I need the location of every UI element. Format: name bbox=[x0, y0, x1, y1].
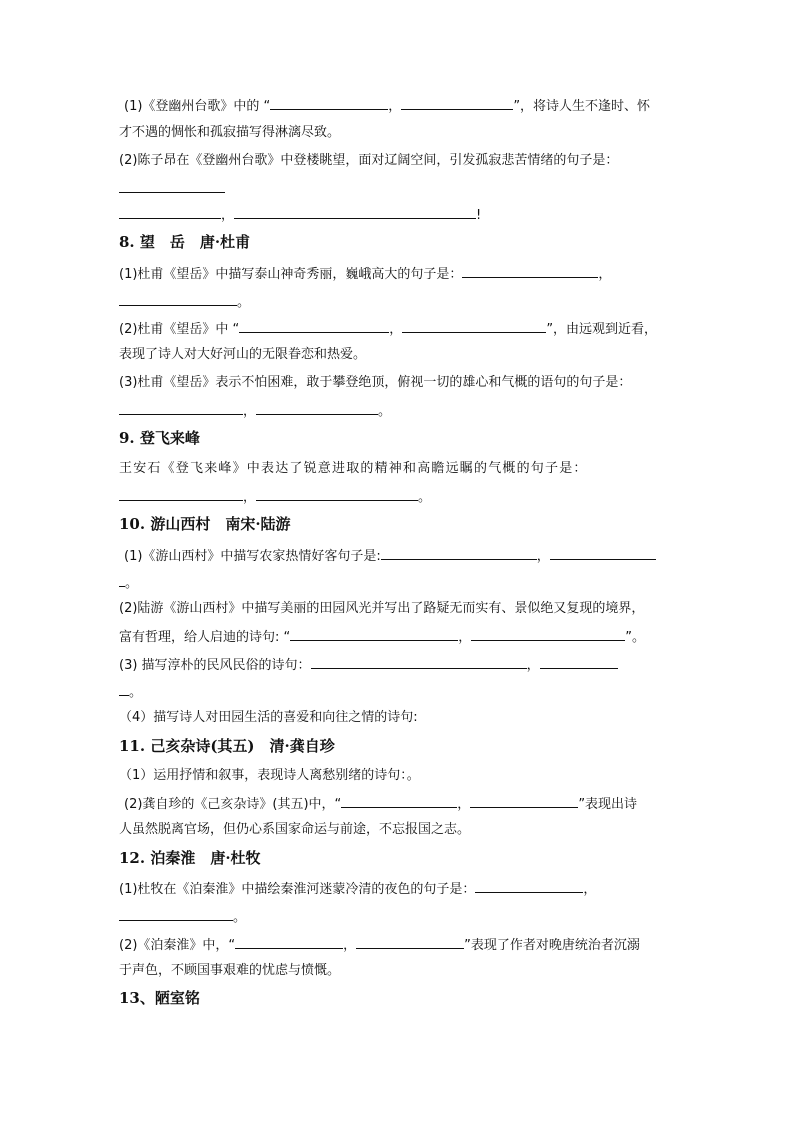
period: 。 bbox=[237, 295, 251, 310]
blank[interactable] bbox=[239, 319, 389, 333]
s12-q2-line2: 于声色，不顾国事艰难的忧虑与愤慨。 bbox=[119, 963, 341, 978]
blank[interactable] bbox=[381, 546, 537, 560]
s10-q2-suffix: ”。 bbox=[625, 630, 646, 645]
blank[interactable] bbox=[119, 179, 225, 193]
blank[interactable] bbox=[550, 546, 656, 560]
s10-q3-prefix: (3) 描写淳朴的民风民俗的诗句： bbox=[119, 658, 311, 673]
s11-q2-line2: 人虽然脱离官场，但仍心系国家命运与前途，不忘报国之志。 bbox=[119, 822, 471, 837]
exclamation: ! bbox=[476, 208, 482, 223]
blank[interactable] bbox=[402, 319, 546, 333]
s12-q2-line1 bbox=[119, 935, 640, 955]
s10-q2-line2 bbox=[119, 627, 645, 647]
blank[interactable] bbox=[341, 794, 457, 808]
blank[interactable] bbox=[119, 292, 237, 306]
blank[interactable] bbox=[475, 879, 583, 893]
blank[interactable] bbox=[270, 96, 388, 110]
comma: ， bbox=[221, 208, 235, 223]
s8-heading: 8. 望 岳 唐·杜甫 bbox=[119, 233, 251, 251]
comma: ， bbox=[388, 99, 402, 114]
s12-heading: 12. 泊秦淮 唐·杜牧 bbox=[119, 849, 261, 867]
s8-q2-line2: 表现了诗人对大好河山的无限眷恋和热爱。 bbox=[119, 347, 367, 362]
s7-q1-prefix: (1)《登幽州台歌》中的 “ bbox=[124, 99, 271, 114]
s10-q2-line1: (2)陆游《游山西村》中描写美丽的田园风光并写出了路疑无而实有、景似绝又复现的境界， bbox=[119, 601, 645, 616]
blank[interactable] bbox=[470, 794, 578, 808]
s9-q1-line1: 王安石《登飞来峰》中表达了锐意进取的精神和高瞻远瞩的气概的句子是： bbox=[119, 461, 588, 476]
s8-q3-line2 bbox=[119, 401, 391, 421]
comma: ， bbox=[598, 267, 612, 282]
s10-q2-prefix: 富有哲理，给人启迪的诗句: “ bbox=[119, 630, 291, 645]
s8-q2-suffix: ”，由远观到近看， bbox=[546, 322, 658, 337]
s12-q1-prefix: (1)杜牧在《泊秦淮》中描绘秦淮河迷蒙冷清的夜色的句子是： bbox=[119, 882, 476, 897]
blank[interactable] bbox=[119, 682, 129, 696]
s11-q2-prefix: (2)龚自珍的《己亥杂诗》(其五)中，“ bbox=[124, 797, 342, 812]
s7-q1-line1 bbox=[124, 96, 650, 116]
s10-q1-line1 bbox=[124, 546, 656, 566]
s7-q2-line3 bbox=[119, 205, 481, 225]
blank[interactable] bbox=[256, 487, 418, 501]
s9-heading: 9. 登飞来峰 bbox=[119, 429, 200, 447]
s12-q2-prefix: (2)《泊秦淮》中，“ bbox=[119, 938, 236, 953]
s12-q1-line1 bbox=[119, 879, 596, 899]
s8-q1-prefix: (1)杜甫《望岳》中描写泰山神奇秀丽，巍峨高大的句子是： bbox=[119, 267, 463, 282]
s8-q2-line1 bbox=[119, 319, 657, 339]
s7-q1-line2: 才不遇的惆怅和孤寂描写得淋漓尽致。 bbox=[119, 125, 341, 140]
s12-q2-suffix: ”表现了作者对晚唐统治者沉溺 bbox=[464, 938, 640, 953]
s10-q1-line2 bbox=[119, 573, 138, 593]
blank[interactable] bbox=[234, 205, 476, 219]
comma: ， bbox=[243, 404, 257, 419]
s11-q2-suffix: ”表现出诗 bbox=[578, 797, 638, 812]
comma: ， bbox=[343, 938, 357, 953]
period: 。 bbox=[378, 404, 392, 419]
s11-q1: （1）运用抒情和叙事，表现诗人离愁别绪的诗句：。 bbox=[119, 768, 420, 783]
blank[interactable] bbox=[290, 627, 458, 641]
blank[interactable] bbox=[119, 401, 243, 415]
s11-q2-line1 bbox=[124, 794, 637, 814]
s8-q2-prefix: (2)杜甫《望岳》中 “ bbox=[119, 322, 240, 337]
s10-q1-prefix: (1)《游山西村》中描写农家热情好客句子是: bbox=[124, 549, 381, 564]
blank[interactable] bbox=[119, 205, 221, 219]
comma: ， bbox=[457, 797, 471, 812]
period: 。 bbox=[418, 490, 432, 505]
s7-q2-line2 bbox=[119, 179, 225, 199]
s11-heading: 11. 己亥杂诗(其五) 清·龚自珍 bbox=[119, 737, 335, 755]
s10-heading: 10. 游山西村 南宋·陆游 bbox=[119, 515, 291, 533]
comma: ， bbox=[583, 882, 597, 897]
s7-q1-suffix: ”，将诗人生不逢时、怀 bbox=[513, 99, 651, 114]
s10-q4: （4）描写诗人对田园生活的喜爱和向往之情的诗句: bbox=[119, 710, 418, 725]
s8-q3-line1: (3)杜甫《望岳》表示不怕困难，敢于攀登绝顶，俯视一切的雄心和气概的语句的句子是： bbox=[119, 375, 632, 390]
blank[interactable] bbox=[119, 487, 243, 501]
period: 。 bbox=[233, 910, 247, 925]
s13-heading: 13、陋室铭 bbox=[119, 989, 200, 1007]
s9-q1-line2 bbox=[119, 487, 431, 507]
blank[interactable] bbox=[471, 627, 625, 641]
s12-q1-line2 bbox=[119, 907, 246, 927]
s10-q3-line2 bbox=[119, 682, 142, 702]
blank[interactable] bbox=[256, 401, 378, 415]
blank[interactable] bbox=[356, 935, 464, 949]
blank[interactable] bbox=[119, 907, 233, 921]
comma: ， bbox=[458, 630, 472, 645]
comma: ， bbox=[536, 549, 550, 564]
s10-q3-line1 bbox=[119, 655, 618, 675]
period: 。 bbox=[129, 685, 143, 700]
period: 。 bbox=[125, 576, 139, 591]
blank[interactable] bbox=[235, 935, 343, 949]
blank[interactable] bbox=[540, 655, 618, 669]
s8-q1-line1 bbox=[119, 264, 611, 284]
comma: ， bbox=[243, 490, 257, 505]
s8-q1-line2 bbox=[119, 292, 250, 312]
comma: ， bbox=[526, 658, 540, 673]
s7-q2-line1: (2)陈子昂在《登幽州台歌》中登楼眺望，面对辽阔空间，引发孤寂悲苦情绪的句子是： bbox=[119, 153, 619, 168]
blank[interactable] bbox=[311, 655, 527, 669]
comma: ， bbox=[389, 322, 403, 337]
blank[interactable] bbox=[462, 264, 598, 278]
blank[interactable] bbox=[401, 96, 513, 110]
